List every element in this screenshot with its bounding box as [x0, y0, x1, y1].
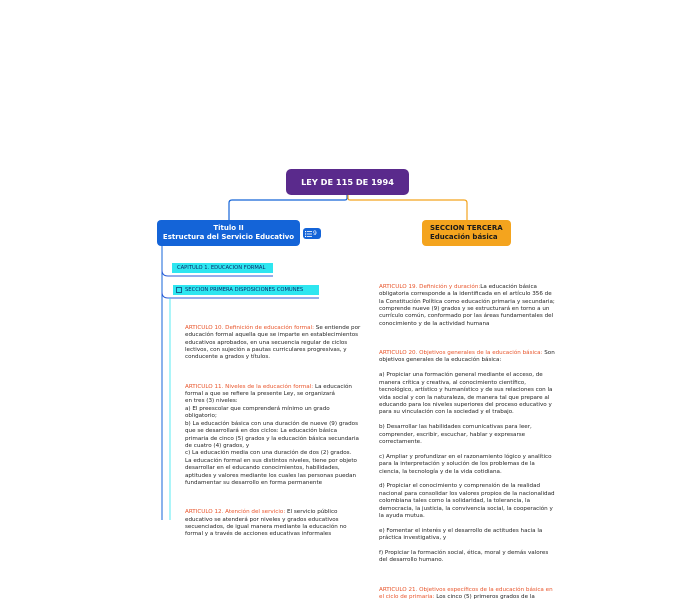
- article-11: [185, 384, 361, 488]
- titulo-node[interactable]: [157, 220, 300, 246]
- article-19-heading: ARTICULO 19. Definición y duración:: [379, 283, 481, 290]
- seccion-line2: Educación básica: [430, 233, 498, 241]
- article-20-body: Son objetivos generales de la educación básica: a) Propiciar una formación general mediante el acceso, de manera crítica y creativa, al conocimiento científico, tecnológico, artístico y humanístico y de sus relaciones con la vida social y con la naturaleza, de manera tal que prepare al educando para los niveles superiores del proceso educativo y para su vinculación con la sociedad y el trabajo. b) Desarrollar las habilidades comunicativas para leer, comprender, escribir, escuchar, hablar y expresarse correctamente. c) Ampliar y profundizar en el razonamiento lógico y analítico para la interpretación y solución de los problemas de la ciencia, la tecnología y de la vida cotidiana. d) Propiciar el conocimiento y comprensión de la realidad nacional para consolidar los valores propios de la nacionalidad colombiana tales como la solidaridad, la tolerancia, la democracia, la justicia, la convivencia social, la cooperación y la ayuda mutua. e) Fomentar el interés y el desarrollo de actitudes hacia la práctica investigativa, y f) Propiciar la formación social, ética, moral y demás valores del desarrollo humano.: [379, 350, 555, 564]
- seccion-line1: SECCION TERCERA: [430, 224, 503, 232]
- root-title: LEY DE 115 DE 1994: [301, 177, 394, 187]
- article-11-heading: ARTICULO 11. Niveles de la educación formal:: [185, 383, 314, 390]
- article-19: [379, 284, 557, 328]
- article-12: [185, 509, 361, 539]
- article-12-body: El servicio público educativo se atenderá por niveles y grados educativos secuenciados, de igual manera mediante la educación no formal y a través de acciones educativas informales: [185, 509, 349, 538]
- article-10: [185, 325, 361, 362]
- seccion-primera-label: SECCION PRIMERA DISPOSICIONES COMUNES: [185, 287, 304, 293]
- article-21-heading: ARTICULO 21. Objetivos específicos de la educación básica en el ciclo de primaria:: [379, 586, 555, 601]
- article-11-body: La educación formal a que se refiere la presente Ley, se organizará en tres (3) niveles: a) El preescolar que comprenderá mínimo un grado obligatorio; b) La educación básica con una duración de nueve (9) grados que se desarrollará en dos ciclos: La educación básica primaria de cinco (5) grados y la educación básica secundaria de cuatro (4) grados, y c) La educación media con una duración de dos (2) grados. La educación formal en sus distintos niveles, tiene por objeto desarrollar en el educando conocimientos, habilidades, aptitudes y valores mediante los cuales las personas puedan fundamentar su desarrollo en forma permanente: [185, 383, 359, 486]
- seccion-primera-node[interactable]: [173, 285, 319, 295]
- article-20-heading: ARTICULO 20. Objetivos generales de la educación básica:: [379, 350, 543, 357]
- right-articles: [379, 269, 557, 616]
- subtopic-icon: [176, 287, 182, 293]
- article-21: [379, 587, 557, 602]
- article-19-body: La educación básica obligatoria corresponde a la identificada en el artículo 356 de la Constitución Política como educación primaria y secundaria; comprende nueve (9) grados y se estructurará en torno a un currículo común, conformado por las áreas fundamentales del conocimiento y de la actividad humana: [379, 283, 557, 327]
- article-10-body: Se entiende por educación formal aquella que se imparte en establecimientos educativos aprobados, en una secuencia regular de ciclos lectivos, con sujeción a pautas curriculares progresivas, y conducente a grados y títulos.: [185, 324, 363, 361]
- titulo-line1: Titulo II: [213, 224, 244, 232]
- article-20: [379, 350, 557, 565]
- list-icon: [305, 231, 312, 237]
- titulo-line2: Estructura del Servicio Educativo: [162, 233, 295, 241]
- article-21-body: Los cinco (5) primeros grados de la: [434, 594, 535, 601]
- article-12-heading: ARTICULO 12. Atención del servicio:: [185, 509, 286, 516]
- left-articles: [185, 310, 361, 553]
- badge-count: 9: [313, 230, 317, 237]
- collapsed-children-badge[interactable]: [303, 228, 321, 239]
- capitulo-node[interactable]: [172, 263, 273, 273]
- capitulo-label: CAPITULO 1. EDUCACION FORMAL: [177, 265, 266, 271]
- seccion-tercera-node[interactable]: [422, 220, 511, 246]
- article-10-heading: ARTICULO 10. Definición de educación formal:: [185, 324, 314, 331]
- root-node[interactable]: [286, 169, 409, 195]
